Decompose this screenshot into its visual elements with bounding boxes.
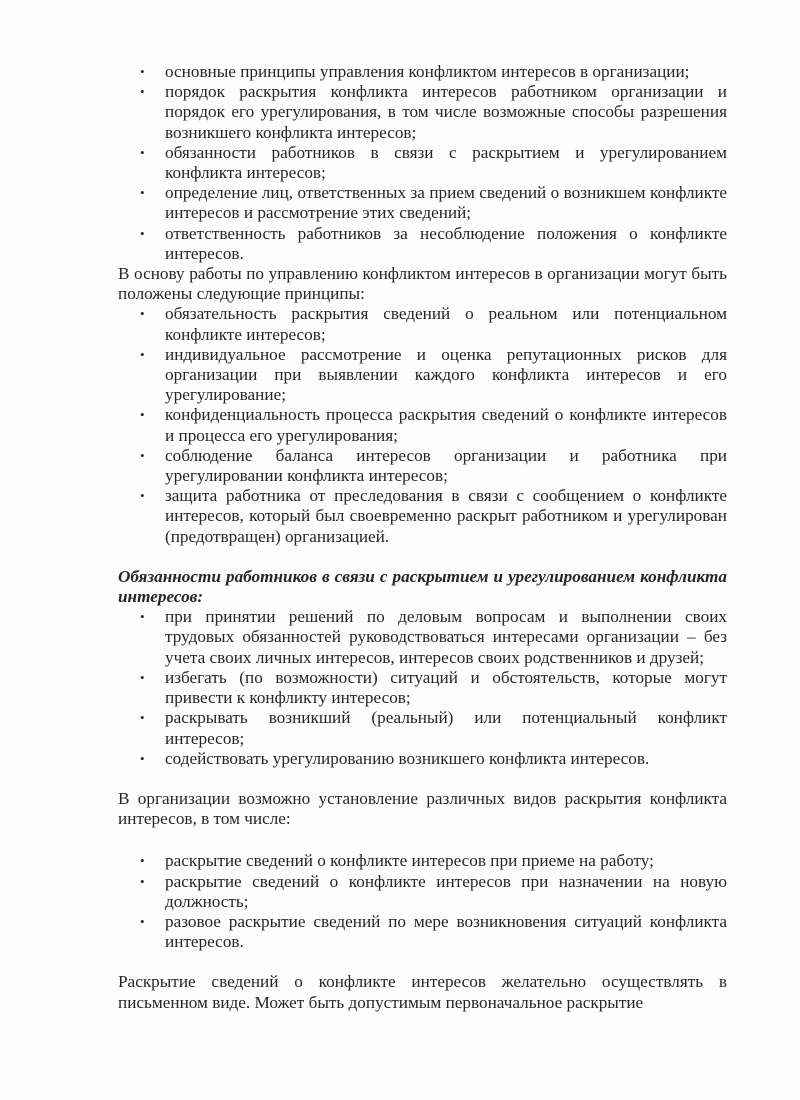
list-item: • соблюдение баланса интересов организации и работника при урегулировании конфликта интересов; <box>118 446 727 486</box>
list-item: • разовое раскрытие сведений по мере возникновения ситуаций конфликта интересов. <box>118 912 727 952</box>
employee-duties-list <box>118 607 727 769</box>
employee-duties-heading: Обязанности работников в связи с раскрытием и урегулированием конфликта интересов: <box>118 566 727 607</box>
spacer <box>118 769 727 789</box>
spacer <box>118 952 727 972</box>
spacer <box>118 829 727 851</box>
list-item: • содействовать урегулированию возникшего конфликта интересов. <box>118 749 727 769</box>
list-item: • раскрывать возникший (реальный) или потенциальный конфликт интересов; <box>118 708 727 748</box>
spacer <box>118 547 727 567</box>
written-disclosure-paragraph: Раскрытие сведений о конфликте интересов желательно осуществлять в письменном виде. Может быть допустимым первоначальное раскрытие <box>118 972 727 1012</box>
list-item: • основные принципы управления конфликтом интересов в организации; <box>118 62 727 82</box>
list-item: • раскрытие сведений о конфликте интересов при приеме на работу; <box>118 851 727 871</box>
list-item: • обязанности работников в связи с раскрытием и урегулированием конфликта интересов; <box>118 143 727 183</box>
list-item: • конфиденциальность процесса раскрытия сведений о конфликте интересов и процесса его урегулирования; <box>118 405 727 445</box>
list-item: • обязательность раскрытия сведений о реальном или потенциальном конфликте интересов; <box>118 304 727 344</box>
list-item: • индивидуальное рассмотрение и оценка репутационных рисков для организации при выявлении каждого конфликта интересов и его урегулирование; <box>118 345 727 406</box>
disclosure-types-list <box>118 851 727 952</box>
list-item: • ответственность работников за несоблюдение положения о конфликте интересов. <box>118 224 727 264</box>
conflict-policy-contents-list <box>118 62 727 264</box>
disclosure-types-paragraph: В организации возможно установление различных видов раскрытия конфликта интересов, в том числе: <box>118 788 727 829</box>
list-item: • раскрытие сведений о конфликте интересов при назначении на новую должность; <box>118 872 727 912</box>
principles-intro-paragraph: В основу работы по управлению конфликтом интересов в организации могут быть положены следующие принципы: <box>118 264 727 304</box>
list-item: • избегать (по возможности) ситуаций и обстоятельств, которые могут привести к конфликту интересов; <box>118 668 727 708</box>
principles-list <box>118 304 727 546</box>
list-item: • защита работника от преследования в связи с сообщением о конфликте интересов, который был своевременно раскрыт работником и урегулирован (предотвращен) организацией. <box>118 486 727 547</box>
list-item: • определение лиц, ответственных за прием сведений о возникшем конфликте интересов и рассмотрение этих сведений; <box>118 183 727 223</box>
list-item: • порядок раскрытия конфликта интересов работником организации и порядок его урегулирования, в том числе возможные способы разрешения возникшего конфликта интересов; <box>118 82 727 143</box>
list-item: • при принятии решений по деловым вопросам и выполнении своих трудовых обязанностей руководствоваться интересами организации – без учета своих личных интересов, интересов своих родственников и друзей; <box>118 607 727 668</box>
